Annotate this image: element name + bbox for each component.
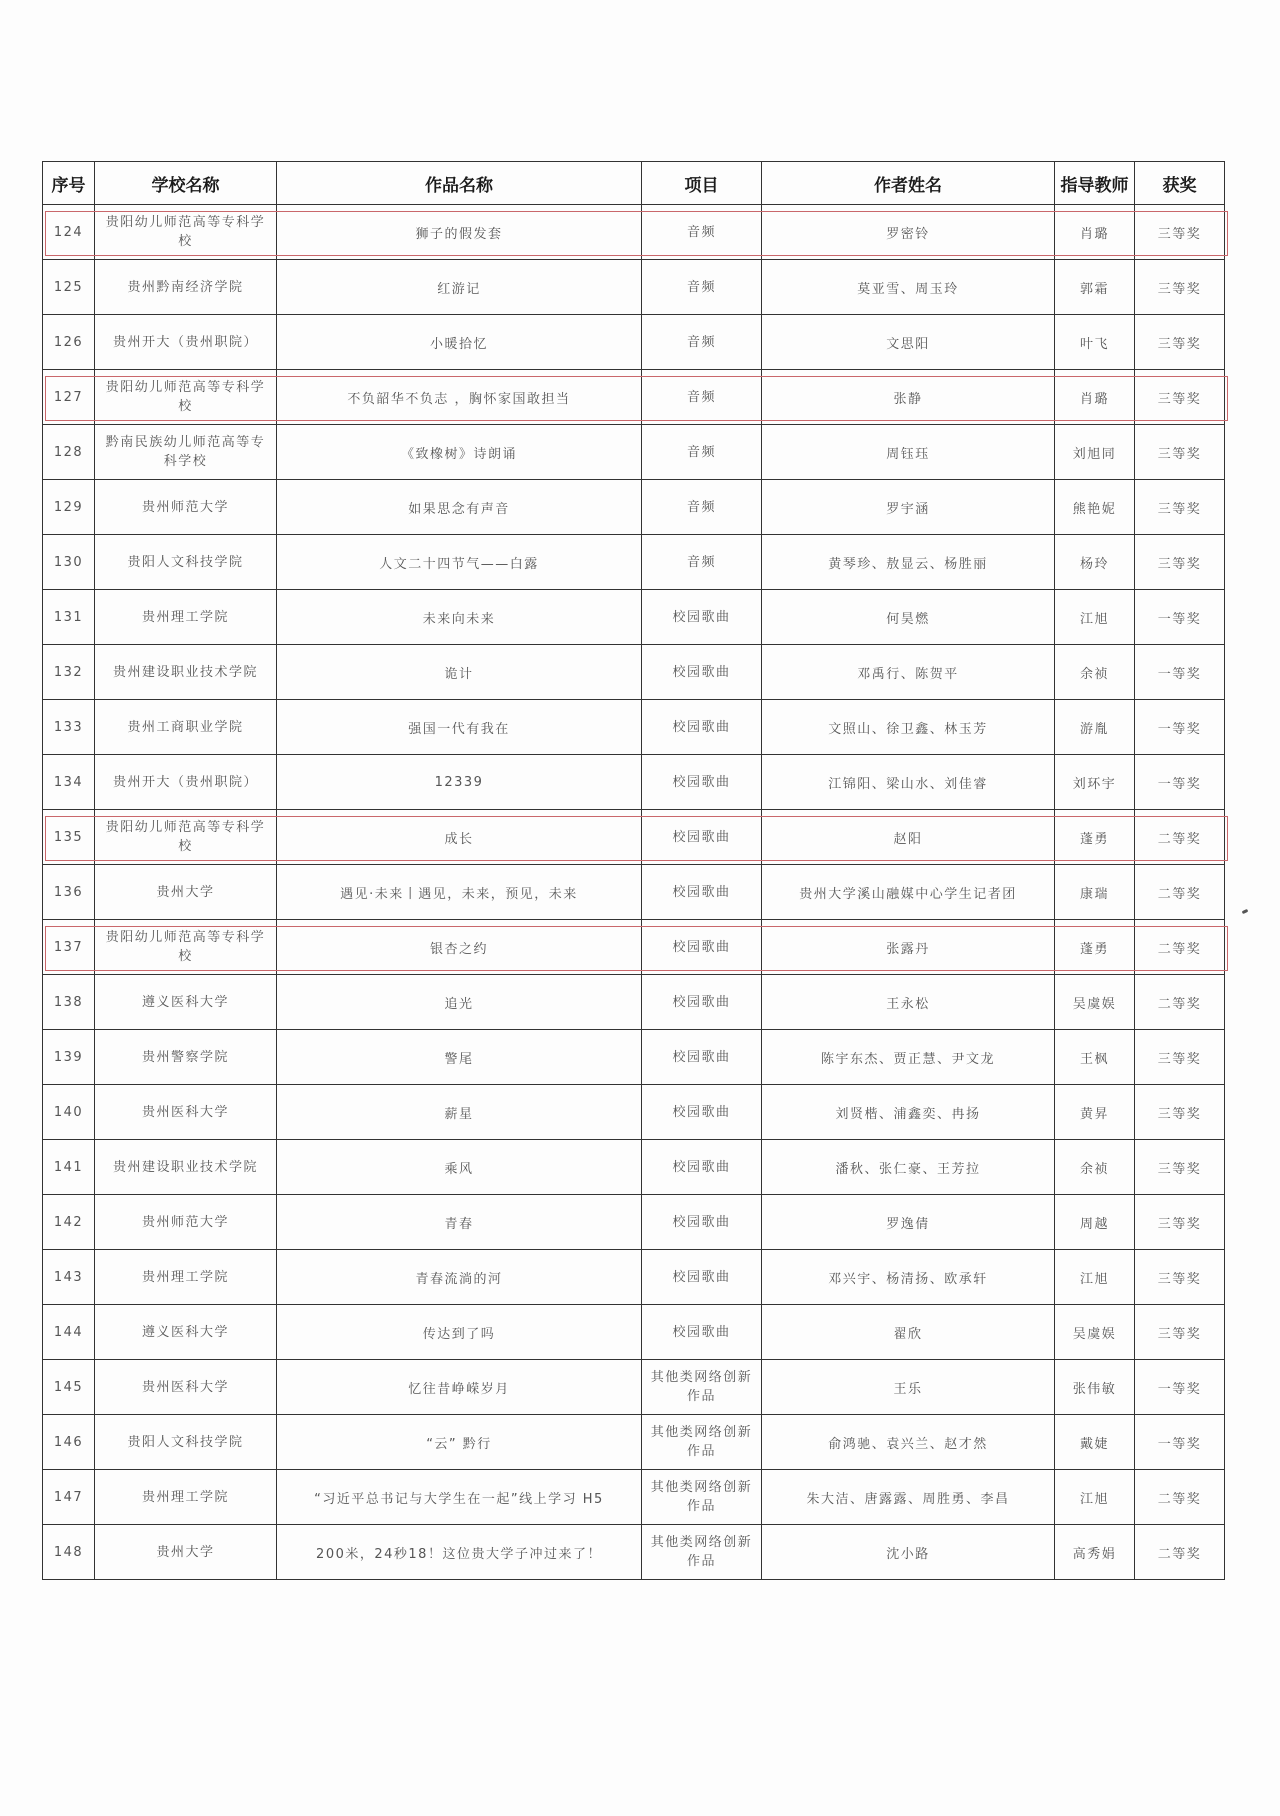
- cell-teacher: 郭霜: [1055, 260, 1135, 315]
- table-row: [43, 810, 1225, 865]
- cell-no: 124: [43, 205, 95, 260]
- cell-award: 三等奖: [1135, 1140, 1225, 1195]
- table-row: [43, 755, 1225, 810]
- cell-author: 莫亚雪、周玉玲: [762, 260, 1055, 315]
- table-row: [43, 1140, 1225, 1195]
- cell-project: 音频: [642, 535, 762, 590]
- cell-project: 其他类网络创新作品: [642, 1415, 762, 1470]
- table-row: [43, 1470, 1225, 1525]
- table-row: [43, 535, 1225, 590]
- cell-teacher: 高秀娟: [1055, 1525, 1135, 1580]
- cell-school: 贵州黔南经济学院: [95, 260, 277, 315]
- cell-work: 乘风: [277, 1140, 642, 1195]
- cell-work: “云” 黔行: [277, 1415, 642, 1470]
- cell-no: 144: [43, 1305, 95, 1360]
- cell-author: 潘秋、张仁豪、王芳拉: [762, 1140, 1055, 1195]
- cell-no: 143: [43, 1250, 95, 1305]
- cell-teacher: 熊艳妮: [1055, 480, 1135, 535]
- cell-school: 贵州理工学院: [95, 1250, 277, 1305]
- cell-project: 校园歌曲: [642, 645, 762, 700]
- cell-project: 校园歌曲: [642, 1085, 762, 1140]
- table-row: [43, 1305, 1225, 1360]
- cell-school: 贵州开大（贵州职院）: [95, 315, 277, 370]
- table-row: [43, 645, 1225, 700]
- cell-teacher: 周越: [1055, 1195, 1135, 1250]
- cell-teacher: 刘环宇: [1055, 755, 1135, 810]
- cell-award: 三等奖: [1135, 1305, 1225, 1360]
- cell-project: 校园歌曲: [642, 975, 762, 1030]
- cell-no: 136: [43, 865, 95, 920]
- cell-teacher: 戴婕: [1055, 1415, 1135, 1470]
- cell-work: 传达到了吗: [277, 1305, 642, 1360]
- cell-work: 200米，24秒18！这位贵大学子冲过来了！: [277, 1525, 642, 1580]
- cell-school: 遵义医科大学: [95, 975, 277, 1030]
- cell-work: 追光: [277, 975, 642, 1030]
- cell-work: 如果思念有声音: [277, 480, 642, 535]
- cell-award: 二等奖: [1135, 1470, 1225, 1525]
- cell-award: 三等奖: [1135, 370, 1225, 425]
- cell-work: 薪星: [277, 1085, 642, 1140]
- cell-author: 邓兴宇、杨清扬、欧承轩: [762, 1250, 1055, 1305]
- cell-project: 校园歌曲: [642, 1305, 762, 1360]
- header-teacher: 指导教师: [1055, 162, 1135, 205]
- cell-school: 遵义医科大学: [95, 1305, 277, 1360]
- table-row: [43, 700, 1225, 755]
- cell-school: 贵州工商职业学院: [95, 700, 277, 755]
- cell-project: 校园歌曲: [642, 1140, 762, 1195]
- cell-school: 贵州医科大学: [95, 1360, 277, 1415]
- cell-teacher: 余祯: [1055, 1140, 1135, 1195]
- cell-no: 142: [43, 1195, 95, 1250]
- cell-school: 贵州理工学院: [95, 1470, 277, 1525]
- header-school: 学校名称: [95, 162, 277, 205]
- cell-school: 贵州理工学院: [95, 590, 277, 645]
- cell-award: 三等奖: [1135, 315, 1225, 370]
- cell-award: 三等奖: [1135, 480, 1225, 535]
- cell-school: 贵阳幼儿师范高等专科学校: [95, 810, 277, 865]
- cell-author: 张露丹: [762, 920, 1055, 975]
- cell-project: 校园歌曲: [642, 700, 762, 755]
- cell-teacher: 游胤: [1055, 700, 1135, 755]
- cell-project: 校园歌曲: [642, 1250, 762, 1305]
- cell-school: 贵阳人文科技学院: [95, 535, 277, 590]
- cell-no: 131: [43, 590, 95, 645]
- cell-project: 其他类网络创新作品: [642, 1360, 762, 1415]
- awards-table: [42, 161, 1225, 1580]
- cell-work: 不负韶华不负志 ，胸怀家国敢担当: [277, 370, 642, 425]
- cell-project: 其他类网络创新作品: [642, 1525, 762, 1580]
- cell-author: 朱大洁、唐露露、周胜勇、李昌: [762, 1470, 1055, 1525]
- table-row: [43, 1085, 1225, 1140]
- table-row: [43, 865, 1225, 920]
- table-header-row: [43, 162, 1225, 205]
- cell-no: 125: [43, 260, 95, 315]
- header-no: 序号: [43, 162, 95, 205]
- cell-school: 贵州医科大学: [95, 1085, 277, 1140]
- cell-author: 俞鸿驰、袁兴兰、赵才然: [762, 1415, 1055, 1470]
- cell-no: 139: [43, 1030, 95, 1085]
- cell-school: 贵阳幼儿师范高等专科学校: [95, 370, 277, 425]
- cell-author: 文照山、徐卫鑫、林玉芳: [762, 700, 1055, 755]
- cell-author: 贵州大学溪山融媒中心学生记者团: [762, 865, 1055, 920]
- cell-teacher: 余祯: [1055, 645, 1135, 700]
- cell-author: 翟欣: [762, 1305, 1055, 1360]
- cell-award: 二等奖: [1135, 920, 1225, 975]
- cell-author: 江锦阳、梁山水、刘佳睿: [762, 755, 1055, 810]
- cell-award: 三等奖: [1135, 425, 1225, 480]
- cell-work: 12339: [277, 755, 642, 810]
- cell-author: 周钰珏: [762, 425, 1055, 480]
- cell-no: 129: [43, 480, 95, 535]
- cell-work: “习近平总书记与大学生在一起”线上学习 H5: [277, 1470, 642, 1525]
- cell-teacher: 刘旭同: [1055, 425, 1135, 480]
- cell-award: 一等奖: [1135, 1415, 1225, 1470]
- table-row: [43, 1195, 1225, 1250]
- cell-project: 音频: [642, 370, 762, 425]
- cell-teacher: 江旭: [1055, 1250, 1135, 1305]
- cell-no: 148: [43, 1525, 95, 1580]
- cell-teacher: 王枫: [1055, 1030, 1135, 1085]
- cell-school: 贵州建设职业技术学院: [95, 1140, 277, 1195]
- cell-work: 忆往昔峥嵘岁月: [277, 1360, 642, 1415]
- cell-project: 校园歌曲: [642, 755, 762, 810]
- cell-teacher: 康瑞: [1055, 865, 1135, 920]
- cell-award: 三等奖: [1135, 205, 1225, 260]
- cell-author: 王乐: [762, 1360, 1055, 1415]
- cell-award: 一等奖: [1135, 700, 1225, 755]
- cell-award: 三等奖: [1135, 535, 1225, 590]
- cell-project: 音频: [642, 480, 762, 535]
- cell-teacher: 肖璐: [1055, 205, 1135, 260]
- table-row: [43, 315, 1225, 370]
- cell-school: 贵州警察学院: [95, 1030, 277, 1085]
- table-row: [43, 1360, 1225, 1415]
- cell-work: 人文二十四节气——白露: [277, 535, 642, 590]
- cell-school: 贵州大学: [95, 865, 277, 920]
- cell-author: 赵阳: [762, 810, 1055, 865]
- cell-work: 青春: [277, 1195, 642, 1250]
- cell-teacher: 吴虞娱: [1055, 975, 1135, 1030]
- cell-teacher: 张伟敏: [1055, 1360, 1135, 1415]
- cell-project: 音频: [642, 260, 762, 315]
- cell-no: 138: [43, 975, 95, 1030]
- cell-award: 一等奖: [1135, 590, 1225, 645]
- cell-project: 音频: [642, 315, 762, 370]
- cell-no: 130: [43, 535, 95, 590]
- cell-award: 一等奖: [1135, 1360, 1225, 1415]
- cell-project: 校园歌曲: [642, 920, 762, 975]
- cell-teacher: 江旭: [1055, 590, 1135, 645]
- table-row: [43, 1525, 1225, 1580]
- cell-work: 强国一代有我在: [277, 700, 642, 755]
- cell-no: 132: [43, 645, 95, 700]
- cell-teacher: 蓬勇: [1055, 920, 1135, 975]
- cell-school: 贵州大学: [95, 1525, 277, 1580]
- cell-award: 三等奖: [1135, 1250, 1225, 1305]
- cell-teacher: 吴虞娱: [1055, 1305, 1135, 1360]
- cell-no: 137: [43, 920, 95, 975]
- cell-no: 145: [43, 1360, 95, 1415]
- cell-author: 张静: [762, 370, 1055, 425]
- table-row: [43, 205, 1225, 260]
- cell-author: 刘贤楷、浦鑫奕、冉扬: [762, 1085, 1055, 1140]
- header-work: 作品名称: [277, 162, 642, 205]
- cell-work: 警尾: [277, 1030, 642, 1085]
- cell-author: 王永松: [762, 975, 1055, 1030]
- cell-work: 《致橡树》诗朗诵: [277, 425, 642, 480]
- header-project: 项目: [642, 162, 762, 205]
- cell-project: 音频: [642, 205, 762, 260]
- cell-work: 遇见·未来丨遇见，未来，预见，未来: [277, 865, 642, 920]
- cell-no: 127: [43, 370, 95, 425]
- cell-author: 邓禹行、陈贺平: [762, 645, 1055, 700]
- cell-project: 校园歌曲: [642, 1030, 762, 1085]
- cell-award: 二等奖: [1135, 865, 1225, 920]
- cell-project: 校园歌曲: [642, 590, 762, 645]
- cell-project: 其他类网络创新作品: [642, 1470, 762, 1525]
- cell-school: 贵州师范大学: [95, 480, 277, 535]
- table-row: [43, 975, 1225, 1030]
- cell-school: 贵阳幼儿师范高等专科学校: [95, 920, 277, 975]
- cell-award: 一等奖: [1135, 755, 1225, 810]
- cell-author: 罗密铃: [762, 205, 1055, 260]
- cell-author: 陈宇东杰、贾正慧、尹文龙: [762, 1030, 1055, 1085]
- cell-author: 罗宇涵: [762, 480, 1055, 535]
- cell-author: 沈小路: [762, 1525, 1055, 1580]
- cell-school: 贵州师范大学: [95, 1195, 277, 1250]
- cell-teacher: 江旭: [1055, 1470, 1135, 1525]
- cell-author: 文思阳: [762, 315, 1055, 370]
- table-row: [43, 1030, 1225, 1085]
- cell-no: 134: [43, 755, 95, 810]
- cell-no: 146: [43, 1415, 95, 1470]
- table-row: [43, 590, 1225, 645]
- cell-work: 未来向未来: [277, 590, 642, 645]
- header-award: 获奖: [1135, 162, 1225, 205]
- cell-no: 147: [43, 1470, 95, 1525]
- cell-no: 141: [43, 1140, 95, 1195]
- cell-award: 三等奖: [1135, 260, 1225, 315]
- header-author: 作者姓名: [762, 162, 1055, 205]
- scan-speck: [1242, 909, 1249, 914]
- cell-work: 成长: [277, 810, 642, 865]
- cell-school: 黔南民族幼儿师范高等专科学校: [95, 425, 277, 480]
- cell-award: 三等奖: [1135, 1195, 1225, 1250]
- cell-author: 黄琴珍、敖显云、杨胜丽: [762, 535, 1055, 590]
- cell-school: 贵州开大（贵州职院）: [95, 755, 277, 810]
- cell-work: 银杏之约: [277, 920, 642, 975]
- cell-no: 140: [43, 1085, 95, 1140]
- cell-no: 128: [43, 425, 95, 480]
- cell-teacher: 蓬勇: [1055, 810, 1135, 865]
- table-row: [43, 425, 1225, 480]
- cell-award: 二等奖: [1135, 810, 1225, 865]
- cell-work: 狮子的假发套: [277, 205, 642, 260]
- cell-project: 校园歌曲: [642, 1195, 762, 1250]
- table-row: [43, 260, 1225, 315]
- cell-project: 音频: [642, 425, 762, 480]
- cell-award: 三等奖: [1135, 1085, 1225, 1140]
- cell-no: 135: [43, 810, 95, 865]
- cell-project: 校园歌曲: [642, 810, 762, 865]
- cell-project: 校园歌曲: [642, 865, 762, 920]
- cell-no: 133: [43, 700, 95, 755]
- cell-no: 126: [43, 315, 95, 370]
- table-row: [43, 480, 1225, 535]
- cell-author: 罗逸倩: [762, 1195, 1055, 1250]
- table-row: [43, 370, 1225, 425]
- cell-school: 贵阳幼儿师范高等专科学校: [95, 205, 277, 260]
- cell-teacher: 杨玲: [1055, 535, 1135, 590]
- cell-award: 三等奖: [1135, 1030, 1225, 1085]
- cell-work: 青春流淌的河: [277, 1250, 642, 1305]
- cell-teacher: 黄昇: [1055, 1085, 1135, 1140]
- cell-teacher: 肖璐: [1055, 370, 1135, 425]
- table-row: [43, 1250, 1225, 1305]
- cell-work: 小暖拾忆: [277, 315, 642, 370]
- cell-teacher: 叶飞: [1055, 315, 1135, 370]
- cell-work: 诡计: [277, 645, 642, 700]
- cell-award: 一等奖: [1135, 645, 1225, 700]
- cell-work: 红游记: [277, 260, 642, 315]
- cell-school: 贵州建设职业技术学院: [95, 645, 277, 700]
- cell-author: 何昊燃: [762, 590, 1055, 645]
- cell-award: 二等奖: [1135, 975, 1225, 1030]
- table-row: [43, 1415, 1225, 1470]
- cell-school: 贵阳人文科技学院: [95, 1415, 277, 1470]
- table-row: [43, 920, 1225, 975]
- cell-award: 二等奖: [1135, 1525, 1225, 1580]
